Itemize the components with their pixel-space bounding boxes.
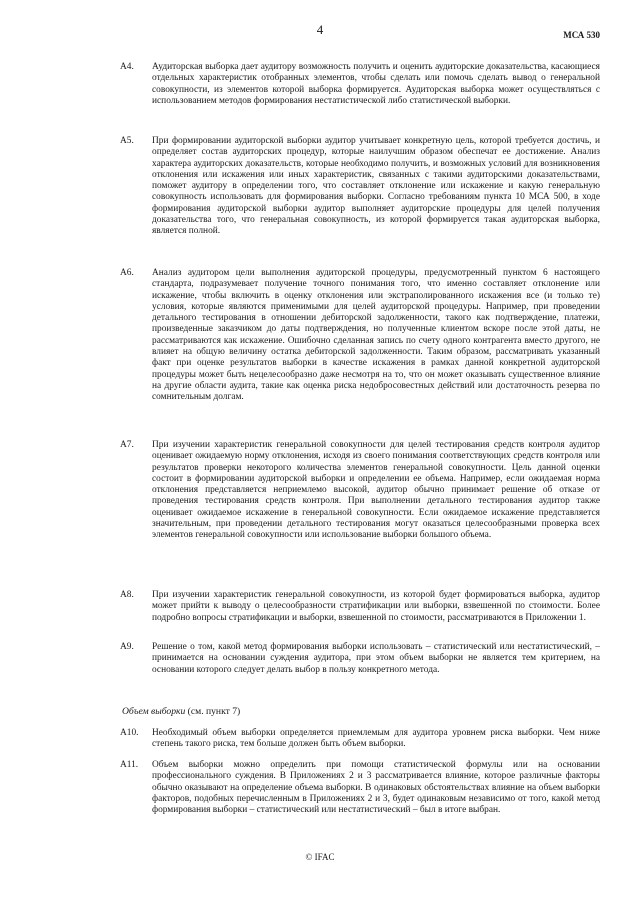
document-code: МСА 530 <box>563 30 600 40</box>
paragraph-number: A8. <box>120 590 134 600</box>
paragraph-number: A5. <box>120 136 134 146</box>
paragraph-text: При формировании аудиторской выборки аудитор учитывает конкретную цель, которой требуется достичь, и определяет состав аудиторских процедур, которые наилучшим образом обеспечат ее достижение. Анализ характера аудиторских доказательств, которые необходимо получить, и возможных условий для возникновения отклонения или искажения или иных характеристик, связанных с такими аудиторскими доказательствами, поможет аудитору в определении того, что составляет отклонение или искажение и какую генеральную совокупность использовать для формирования выборки. Согласно требованиям пункта 10 МСА 500, в ходе формирования аудиторской выборки аудитор выполняет аудиторские процедуры для целей получения доказательства того, что генеральная совокупность, из которой формируется такая аудиторская выборка, является полной. <box>152 136 600 237</box>
paragraph-a6 <box>122 268 600 404</box>
paragraph-a5 <box>122 136 600 238</box>
copyright-footer: © IFAC <box>305 852 335 862</box>
paragraph-text: Аудиторская выборка дает аудитору возможность получить и оценить аудиторские доказательства, касающиеся отдельных характеристик отобранных элементов, чтобы сделать или помочь сделать вывод о генеральной совокупности, из элементов которой выборка формируется. Аудиторская выборка может осуществляться с использованием методов формирования нестатистической либо статистической выборки. <box>152 62 600 106</box>
section-heading <box>122 706 240 717</box>
section-heading-reference: (см. пункт 7) <box>185 706 241 717</box>
paragraph-text: При изучении характеристик генеральной совокупности, из которой будет формироваться выборка, аудитор может прийти к выводу о целесообразности стратификации или выборки, взвешенной по стоимости. Более подробно вопросы стратификации и выборки, взвешенной по стоимости, рассматриваются в Приложении 1. <box>152 590 600 623</box>
paragraph-a4 <box>122 62 600 107</box>
paragraph-number: A6. <box>120 268 134 278</box>
page-number: 4 <box>316 22 324 37</box>
paragraph-a9 <box>122 642 600 676</box>
paragraph-text: Необходимый объем выборки определяется приемлемым для аудитора уровнем риска выборки. Чем ниже степень такого риска, тем больше должен быть объем выборки. <box>152 728 600 750</box>
paragraph-number: A11. <box>120 760 139 770</box>
paragraph-text: При изучении характеристик генеральной совокупности для целей тестирования средств контроля аудитор оценивает ожидаемую норму отклонения, исходя из своего понимания соответствующих средств контроля или результатов проверки некоторого количества элементов генеральной совокупности. Цель данной оценки состоит в формировании аудиторской выборки и определении ее объема. Например, если ожидаемая норма отклонения представляется неприемлемо высокой, аудитор обычно принимает решение об отказе от проведения тестирования средств контроля. При выполнении детального тестирования аудитор также оценивает ожидаемое искажение в генеральной совокупности. Если ожидаемое искажение представляется значительным, при проведении детального тестирования могут оказаться целесообразными проверка всех элементов генеральной совокупности или использование выборки большого объема. <box>152 440 600 541</box>
paragraph-text: Объем выборки можно определить при помощи статистической формулы или на основании профессионального суждения. В Приложениях 2 и 3 рассматривается влияние, которое различные факторы обычно оказывают на определение объема выборки. В одинаковых обстоятельствах влияние на объем выборки факторов, подобных перечисленным в Приложениях 2 и 3, будет одинаковым независимо от того, какой метод формирования выборки – статистический или нестатистический – был в итоге выбран. <box>152 760 600 816</box>
paragraph-text: Решение о том, какой метод формирования выборки использовать – статистический или нестатистический, – принимается на основании суждения аудитора, при этом объем выборки не является тем критерием, на основании которого следует делать выбор в пользу конкретного метода. <box>152 642 600 675</box>
paragraph-number: A7. <box>120 440 134 450</box>
paragraph-a10 <box>122 728 600 751</box>
paragraph-a11 <box>122 760 600 816</box>
section-heading-title: Объем выборки <box>122 706 186 717</box>
paragraph-a8 <box>122 590 600 624</box>
paragraph-number: A9. <box>120 642 134 652</box>
paragraph-text: Анализ аудитором цели выполнения аудиторской процедуры, предусмотренный пунктом 6 настоящего стандарта, подразумевает получение точного понимания того, что именно составляет отклонение или искажение, чтобы включить в оценку отклонения или экстраполированного искажения все (и только те) условия, которые являются применимыми для целей аудиторской процедуры. Например, при проведении детального тестирования в отношении дебиторской задолженности, такого как подтверждение, платежи, произведенные заказчиком до даты подтверждения, но полученные клиентом вскоре после этой даты, не рассматриваются как искажение. Ошибочно сделанная запись по счету одного контрагента вместо другого, не влияет на общую величину остатка дебиторской задолженности. Таким образом, рассматривать указанный факт при оценке результатов выборки в качестве искажения в рамках данной конкретной аудиторской процедуры может быть нецелесообразно даже несмотря на то, что он может оказывать существенное влияние на другие области аудита, такие как оценка риска недобросовестных действий или достаточность резерва по сомнительным долгам. <box>152 268 600 403</box>
paragraph-number: A10. <box>120 728 139 738</box>
paragraph-a7 <box>122 440 600 542</box>
paragraph-number: A4. <box>120 62 134 72</box>
